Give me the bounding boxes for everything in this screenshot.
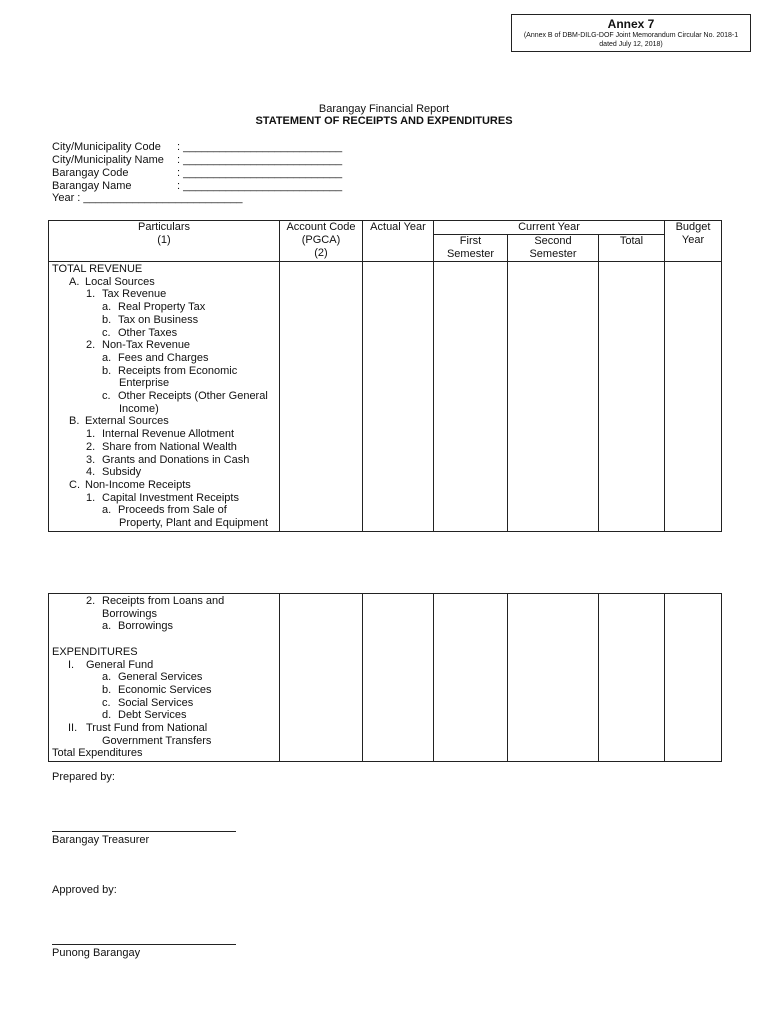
item-number: b.	[102, 313, 112, 326]
field-label: Barangay Name	[52, 180, 132, 192]
particulars-line	[52, 747, 276, 760]
second-semester-cell[interactable]	[508, 262, 599, 532]
field-blank[interactable]: : __________________________	[177, 154, 343, 166]
item-number: a.	[102, 301, 112, 314]
field-city-code[interactable]	[52, 141, 342, 153]
particulars-line	[52, 339, 276, 352]
item-number: a.	[102, 671, 112, 684]
item-label: Subsidy	[102, 466, 142, 479]
item-label: Tax on Business	[118, 313, 199, 326]
item-label: Borrowings	[102, 607, 158, 620]
item-number: B.	[69, 415, 80, 428]
annex-title: Annex 7	[607, 17, 655, 31]
annex-box	[511, 14, 751, 52]
expenditures-table	[48, 593, 722, 762]
particulars-line	[52, 403, 276, 416]
item-number: I.	[68, 658, 75, 671]
header-second-semester: Second Semester	[508, 235, 599, 262]
header-account-code: Account Code (PGCA) (2)	[280, 221, 363, 262]
total-cell[interactable]	[599, 262, 665, 532]
header-actual-year: Actual Year	[363, 221, 434, 262]
report-title: Barangay Financial Report	[318, 103, 450, 115]
item-label: External Sources	[85, 415, 169, 428]
particulars-line	[52, 504, 276, 517]
item-label: Local Sources	[85, 275, 155, 288]
budget-year-cell[interactable]	[665, 262, 722, 532]
particulars-line	[52, 633, 276, 646]
field-city-name[interactable]	[52, 154, 342, 166]
particulars-line	[52, 492, 276, 505]
first-semester-cell[interactable]	[434, 594, 508, 762]
field-barangay-name[interactable]	[52, 180, 342, 192]
particulars-line	[52, 709, 276, 722]
particulars-line	[52, 454, 276, 467]
item-label: Share from National Wealth	[102, 440, 237, 453]
item-number: a.	[102, 620, 112, 633]
item-label: Government Transfers	[102, 734, 212, 747]
item-number: 2.	[86, 595, 96, 607]
field-label: City/Municipality Name	[52, 154, 164, 166]
item-number: II.	[68, 722, 78, 735]
punong-signature-line[interactable]	[52, 944, 236, 945]
actual-year-cell[interactable]	[363, 594, 434, 762]
receipts-table	[48, 220, 722, 532]
first-semester-cell[interactable]	[434, 262, 508, 532]
item-number: C.	[69, 478, 80, 491]
item-number: c.	[102, 390, 111, 403]
particulars-line	[52, 415, 276, 428]
budget-year-cell[interactable]	[665, 594, 722, 762]
item-label: EXPENDITURES	[52, 645, 138, 658]
approved-by-label: Approved by:	[52, 884, 117, 896]
particulars-line	[52, 659, 276, 672]
header-total: Total	[599, 235, 665, 262]
item-label: Total Expenditures	[52, 747, 143, 760]
particulars-line	[52, 620, 276, 633]
item-label: Non-Income Receipts	[85, 478, 191, 491]
particulars-line	[52, 646, 276, 659]
item-label: Income)	[119, 402, 159, 415]
particulars-line	[52, 327, 276, 340]
item-number: b.	[102, 364, 112, 377]
particulars-line	[52, 595, 276, 608]
account-code-cell[interactable]	[280, 262, 363, 532]
item-label: Enterprise	[119, 377, 170, 390]
item-label: Capital Investment Receipts	[102, 491, 239, 504]
item-label: General Services	[118, 671, 203, 684]
field-year[interactable]: Year : __________________________	[52, 192, 243, 204]
particulars-line	[52, 479, 276, 492]
particulars-line	[52, 352, 276, 365]
item-label: Grants and Donations in Cash	[102, 453, 250, 466]
second-semester-cell[interactable]	[508, 594, 599, 762]
header-particulars: Particulars (1)	[49, 221, 280, 262]
item-number: 3.	[86, 453, 96, 466]
item-label: Receipts from Economic	[118, 364, 238, 377]
item-number: 2.	[86, 339, 96, 352]
item-label: Fees and Charges	[118, 351, 209, 364]
header-budget-year: Budget Year	[665, 221, 722, 262]
field-label: City/Municipality Code	[52, 141, 161, 153]
annex-note-line1: (Annex B of DBM-DILG-DOF Joint Memorandum Circular No. 2018-1	[523, 32, 739, 39]
item-label: Tax Revenue	[102, 288, 167, 301]
item-number: d.	[102, 709, 112, 722]
particulars-line	[52, 517, 276, 530]
particulars-line	[52, 377, 276, 390]
particulars-line	[52, 608, 276, 621]
header-first-semester: First Semester	[434, 235, 508, 262]
particulars-line	[52, 466, 276, 479]
field-blank[interactable]: : __________________________	[177, 180, 343, 192]
item-number: 1.	[86, 428, 96, 441]
particulars-line	[52, 441, 276, 454]
annex-note-line2: dated July 12, 2018)	[599, 41, 663, 48]
item-label: Other Receipts (Other General	[118, 390, 268, 403]
particulars-line	[52, 735, 276, 748]
item-label: Internal Revenue Allotment	[102, 428, 235, 441]
item-number: 4.	[86, 466, 96, 479]
item-label: Other Taxes	[118, 326, 178, 339]
particulars-line	[52, 390, 276, 403]
field-blank[interactable]: : __________________________	[177, 167, 343, 179]
field-label: Barangay Code	[52, 167, 129, 179]
total-cell[interactable]	[599, 594, 665, 762]
item-number: c.	[102, 696, 111, 709]
field-barangay-code[interactable]	[52, 167, 342, 179]
account-code-cell[interactable]	[280, 594, 363, 762]
particulars-line	[52, 276, 276, 289]
item-label: Non-Tax Revenue	[102, 339, 191, 352]
item-label: Economic Services	[118, 683, 212, 696]
particulars-line	[52, 288, 276, 301]
particulars-line	[52, 428, 276, 441]
item-number: 1.	[86, 288, 96, 301]
particulars-line	[52, 263, 276, 276]
header-current-year: Current Year	[434, 221, 665, 235]
item-number: 1.	[86, 491, 96, 504]
particulars-line	[52, 722, 276, 735]
item-label: Receipts from Loans and	[102, 595, 225, 607]
particulars-cell	[49, 594, 280, 762]
actual-year-cell[interactable]	[363, 262, 434, 532]
item-number: 2.	[86, 440, 96, 453]
particulars-line	[52, 314, 276, 327]
particulars-line	[52, 697, 276, 710]
item-label: Social Services	[118, 696, 194, 709]
item-label: Proceeds from Sale of	[118, 504, 227, 517]
particulars-line	[52, 365, 276, 378]
item-label: Borrowings	[118, 620, 174, 633]
item-number: A.	[69, 275, 80, 288]
treasurer-label: Barangay Treasurer	[52, 834, 150, 846]
item-label: Trust Fund from National	[86, 722, 208, 735]
particulars-line	[52, 671, 276, 684]
particulars-line	[52, 684, 276, 697]
item-number: c.	[102, 326, 111, 339]
item-number: a.	[102, 351, 112, 364]
item-label: Debt Services	[118, 709, 187, 722]
punong-label: Punong Barangay	[52, 947, 141, 959]
item-label: General Fund	[86, 658, 154, 671]
field-blank[interactable]: : __________________________	[177, 141, 343, 153]
item-number: a.	[102, 504, 112, 517]
item-label: Property, Plant and Equipment	[119, 517, 268, 530]
particulars-cell	[49, 262, 280, 532]
treasurer-signature-line[interactable]	[52, 831, 236, 832]
item-number: b.	[102, 683, 112, 696]
item-label: Real Property Tax	[118, 301, 206, 314]
item-label: TOTAL REVENUE	[52, 263, 143, 275]
particulars-line	[52, 301, 276, 314]
statement-title: STATEMENT OF RECEIPTS AND EXPENDITURES	[255, 115, 513, 127]
prepared-by-label: Prepared by:	[52, 771, 115, 783]
